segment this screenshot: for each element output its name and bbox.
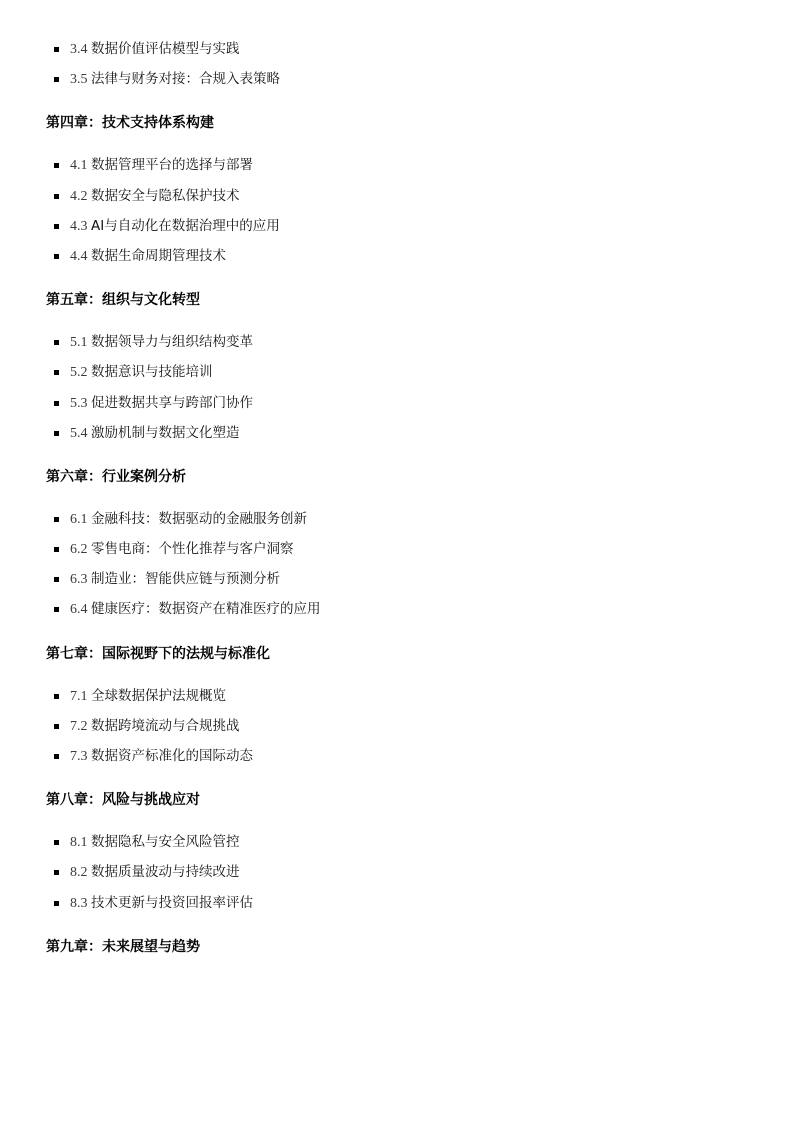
chapter-title[interactable]: 第四章：技术支持体系构建 (46, 115, 214, 132)
bullet-icon (54, 370, 59, 375)
toc-item-number: 7.3 (70, 749, 88, 764)
toc-item-label: 数据领导力与组织结构变革 (91, 334, 253, 351)
chapter-3-items (46, 36, 746, 96)
chapter-8 (46, 790, 746, 920)
toc-item-number: 8.2 (70, 865, 88, 881)
toc-item-label: 促进数据共享与跨部门协作 (91, 394, 253, 411)
toc-item-3-4[interactable] (46, 36, 746, 66)
bullet-icon (54, 163, 59, 168)
toc-item-number: 6.4 (70, 602, 88, 618)
toc-item-6-1[interactable] (46, 506, 746, 536)
bullet-icon (54, 401, 59, 406)
chapter-title[interactable]: 第五章：组织与文化转型 (46, 292, 200, 309)
toc-item-7-1[interactable] (46, 683, 746, 713)
toc-item-label: 技术更新与投资回报率评估 (91, 894, 253, 911)
chapter-items (46, 829, 746, 920)
toc-item-5-4[interactable] (46, 420, 746, 450)
toc-item-label: 数据意识与技能培训 (91, 364, 213, 381)
toc-item-4-2[interactable] (46, 183, 746, 213)
bullet-icon (54, 577, 59, 582)
chapter-title[interactable]: 第八章：风险与挑战应对 (46, 792, 200, 809)
toc-item-label: 激励机制与数据文化塑造 (91, 424, 240, 441)
chapter-title[interactable]: 第六章：行业案例分析 (46, 468, 186, 485)
toc-item-label: 数据资产标准化的国际动态 (91, 748, 253, 764)
bullet-icon (54, 340, 59, 345)
toc-item-label: 法律与财务对接：合规入表策略 (91, 71, 280, 88)
toc-item-number: 7.2 (70, 718, 88, 734)
toc-item-7-2[interactable] (46, 713, 746, 743)
toc-item-number: 8.1 (70, 835, 88, 851)
toc-item-number: 7.1 (70, 688, 88, 704)
toc-item-5-3[interactable] (46, 390, 746, 420)
chapter-title[interactable]: 第九章：未来展望与趋势 (46, 938, 200, 955)
toc-item-number: 5.1 (70, 335, 88, 351)
toc-item-number: 5.2 (70, 365, 88, 381)
bullet-icon (54, 77, 59, 82)
toc-item-6-3[interactable] (46, 566, 746, 596)
toc-item-label: 数据跨境流动与合规挑战 (91, 717, 240, 734)
toc-item-6-4[interactable] (46, 596, 746, 626)
toc-item-label: 制造业：智能供应链与预测分析 (91, 571, 280, 588)
chapter-items (46, 152, 746, 273)
toc-item-label: 金融科技：数据驱动的金融服务创新 (91, 510, 307, 527)
toc-item-label: 数据管理平台的选择与部署 (91, 157, 253, 174)
chapter-items (46, 329, 746, 450)
toc-item-label: 零售电商：个性化推荐与客户洞察 (91, 541, 294, 558)
bullet-icon (54, 224, 59, 229)
toc-item-number: 5.4 (70, 425, 88, 441)
bullet-icon (54, 517, 59, 522)
table-of-contents (46, 36, 746, 957)
bullet-icon (54, 870, 59, 875)
chapter-7 (46, 644, 746, 774)
toc-item-number: 6.3 (70, 572, 88, 588)
toc-item-8-3[interactable] (46, 890, 746, 920)
toc-item-label: 健康医疗：数据资产在精准医疗的应用 (91, 601, 321, 618)
bullet-icon (54, 547, 59, 552)
toc-item-4-3[interactable] (46, 213, 746, 243)
toc-item-7-3[interactable] (46, 743, 746, 773)
toc-item-label: 全球数据保护法规概览 (91, 687, 226, 704)
toc-item-label: 数据生命周期管理技术 (91, 247, 226, 264)
toc-item-number: 6.1 (70, 511, 88, 527)
toc-item-number: 5.3 (70, 395, 88, 411)
chapter-9 (46, 937, 746, 957)
toc-item-number: 3.4 (70, 42, 88, 57)
bullet-icon (54, 901, 59, 906)
toc-item-8-2[interactable] (46, 859, 746, 889)
bullet-icon (54, 694, 59, 699)
bullet-icon (54, 754, 59, 759)
chapter-6 (46, 467, 746, 627)
toc-item-number: 4.4 (70, 248, 88, 264)
bullet-icon (54, 607, 59, 612)
toc-item-label: 数据安全与隐私保护技术 (91, 187, 240, 204)
chapter-title[interactable]: 第七章：国际视野下的法规与标准化 (46, 645, 270, 662)
toc-item-4-1[interactable] (46, 152, 746, 182)
toc-item-8-1[interactable] (46, 829, 746, 859)
toc-item-number: 4.2 (70, 188, 88, 204)
toc-item-number: 4.1 (70, 158, 88, 174)
bullet-icon (54, 194, 59, 199)
chapter-5 (46, 290, 746, 450)
bullet-icon (54, 431, 59, 436)
toc-item-number: 6.2 (70, 542, 88, 558)
toc-item-label: 数据价值评估模型与实践 (91, 41, 240, 57)
toc-item-number: 8.3 (70, 895, 88, 911)
toc-item-3-5[interactable] (46, 66, 746, 96)
toc-item-number: 3.5 (70, 72, 88, 88)
toc-item-6-2[interactable] (46, 536, 746, 566)
toc-item-4-4[interactable] (46, 243, 746, 273)
chapter-items (46, 683, 746, 774)
toc-item-number: 4.3 (70, 218, 88, 234)
bullet-icon (54, 254, 59, 259)
chapter-items (46, 506, 746, 627)
toc-item-5-1[interactable] (46, 329, 746, 359)
bullet-icon (54, 840, 59, 845)
bullet-icon (54, 47, 59, 52)
toc-item-label: 数据隐私与安全风险管控 (91, 834, 240, 851)
toc-item-label: AI与自动化在数据治理中的应用 (91, 217, 280, 234)
chapter-4 (46, 113, 746, 273)
toc-item-label: 数据质量波动与持续改进 (91, 864, 240, 881)
toc-item-5-2[interactable] (46, 359, 746, 389)
bullet-icon (54, 724, 59, 729)
